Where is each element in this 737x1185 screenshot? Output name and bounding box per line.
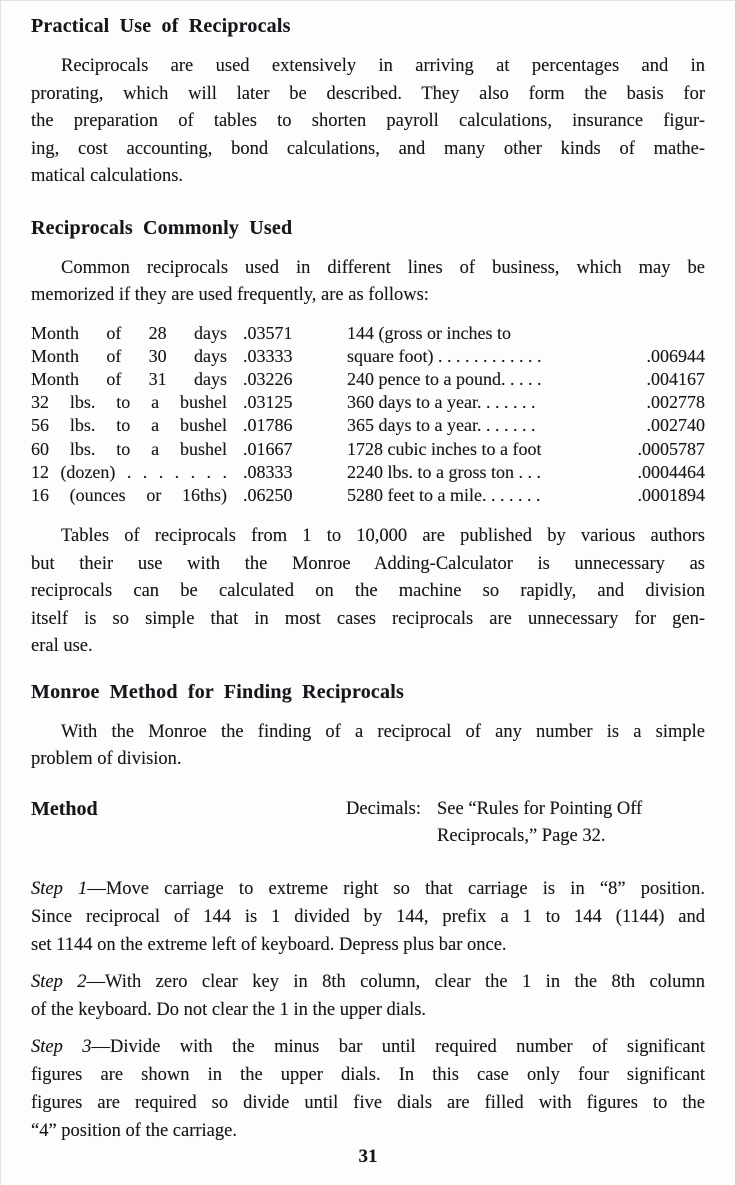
item-label: 2240 lbs. to a gross ton . . . (347, 461, 542, 482)
reciprocal-table-right-column (347, 322, 705, 508)
item-value: .08333 (243, 461, 293, 482)
method-decimals-row (31, 796, 705, 851)
item-value: .002778 (646, 392, 705, 413)
table-row (31, 484, 317, 507)
text-line: “4” position of the carriage. (31, 1120, 237, 1141)
text-line: set 1144 on the extreme left of keyboard. Depress plus bar once. (31, 934, 507, 955)
paragraph-common (31, 255, 705, 310)
step-3-label: Step 3 (31, 1036, 92, 1057)
decimals-note (437, 796, 642, 851)
table-row (31, 438, 317, 461)
item-label: Month of 31 days (31, 368, 227, 389)
item-label: 5280 feet to a mile. . . . . . . (347, 484, 541, 505)
text-line: reciprocals can be calculated on the machine so rapidly, and division (31, 581, 705, 602)
table-row (31, 345, 317, 368)
text-line: but their use with the Monroe Adding-Calculator is unnecessary as (31, 553, 705, 574)
item-label: 16 (ounces or 16ths) (31, 484, 227, 505)
item-value: .0001894 (637, 484, 705, 505)
item-label: Month of 28 days (31, 322, 227, 343)
item-value: .004167 (646, 368, 705, 389)
item-label: 360 days to a year. . . . . . . (347, 392, 536, 413)
heading-monroe-method: Monroe Method for Finding Reciprocals (31, 680, 404, 703)
text-line (31, 968, 705, 996)
table-row (347, 345, 705, 368)
text-line: of the keyboard. Do not clear the 1 in the upper dials. (31, 999, 427, 1020)
text-line: figures are required so divide until five dials are filled with figures to the (31, 1092, 705, 1113)
item-label: 365 days to a year. . . . . . . (347, 415, 536, 436)
text-line: Tables of reciprocals from 1 to 10,000 are published by various authors (61, 526, 705, 547)
item-value: .006944 (646, 345, 705, 366)
text-line: ing, cost accounting, bond calculations, and many other kinds of mathe- (31, 138, 705, 159)
step-1-label: Step 1 (31, 878, 88, 899)
table-row (31, 391, 317, 414)
item-value: .03226 (243, 368, 293, 389)
table-row (347, 322, 705, 345)
text-line: Common reciprocals used in different lines of business, which may be (61, 257, 705, 278)
table-row (347, 461, 705, 484)
item-value: .01786 (243, 415, 293, 436)
reciprocal-table-left-column (31, 322, 317, 508)
text-line: problem of division. (31, 749, 182, 770)
item-label: 60 lbs. to a bushel (31, 438, 227, 459)
text-line: memorized if they are used frequently, are as follows: (31, 285, 429, 305)
step-3 (31, 1033, 705, 1145)
text-line (31, 1033, 705, 1061)
item-value: .03571 (243, 322, 293, 343)
text-line: matical calculations. (31, 166, 184, 186)
step-2 (31, 968, 705, 1024)
item-value: .06250 (243, 484, 293, 505)
item-value: .002740 (646, 415, 705, 436)
heading-method: Method (31, 797, 98, 820)
text-line: prorating, which will later be described. They also form the basis for (31, 83, 705, 104)
table-row (347, 438, 705, 461)
step-text: —Move carriage to extreme right so that carriage is in “8” position. (87, 878, 706, 899)
item-value: .01667 (243, 438, 293, 459)
table-row (347, 484, 705, 507)
paragraph-intro (31, 53, 705, 191)
text-line: With the Monroe the finding of a reciprocal of any number is a simple (61, 721, 705, 742)
page-number: 31 (358, 1146, 378, 1167)
step-text: —With zero clear key in 8th column, clear the 1 in the 8th column (86, 971, 706, 992)
item-label: 32 lbs. to a bushel (31, 392, 227, 413)
item-label: 144 (gross or inches to (347, 322, 511, 343)
table-row (347, 391, 705, 414)
text-line: Reciprocals,” Page 32. (437, 826, 606, 847)
item-label: 56 lbs. to a bushel (31, 415, 227, 436)
decimals-label: Decimals: (346, 798, 422, 819)
table-row (31, 322, 317, 345)
text-line: the preparation of tables to shorten payroll calculations, insurance figur- (31, 111, 705, 131)
heading-reciprocals-commonly-used: Reciprocals Commonly Used (31, 216, 293, 239)
item-label: square foot) . . . . . . . . . . . . (347, 345, 542, 366)
table-row (347, 368, 705, 391)
text-line (31, 875, 705, 903)
step-text: —Divide with the minus bar until required number of significant (91, 1036, 705, 1057)
table-row (347, 414, 705, 437)
text-line: figures are shown in the upper dials. In this case only four significant (31, 1064, 705, 1085)
item-value: .0004464 (637, 461, 705, 482)
paragraph-tables-of-reciprocals (31, 523, 705, 661)
reciprocal-table (31, 322, 705, 508)
item-value: .0005787 (637, 438, 705, 459)
step-1 (31, 875, 705, 959)
item-label: 1728 cubic inches to a foot (347, 438, 542, 459)
table-row (31, 461, 317, 484)
paragraph-monroe (31, 719, 705, 774)
item-value: .03333 (243, 345, 293, 366)
item-label: 12 (dozen) . . . . . . . (31, 461, 227, 482)
table-row (31, 368, 317, 391)
text-line: eral use. (31, 636, 93, 657)
text-line: itself is so simple that in most cases reciprocals are unnecessary for gen- (31, 608, 705, 629)
item-value: .03125 (243, 392, 293, 413)
table-row (31, 414, 317, 437)
step-2-label: Step 2 (31, 971, 87, 992)
text-line: See “Rules for Pointing Off (437, 798, 643, 819)
text-line: Since reciprocal of 144 is 1 divided by 144, prefix a 1 to 144 (1144) and (31, 906, 705, 927)
item-label: Month of 30 days (31, 345, 227, 366)
heading-practical-use: Practical Use of Reciprocals (31, 15, 291, 37)
text-line: Reciprocals are used extensively in arriving at percentages and in (61, 56, 705, 76)
item-label: 240 pence to a pound. . . . . (347, 368, 542, 389)
